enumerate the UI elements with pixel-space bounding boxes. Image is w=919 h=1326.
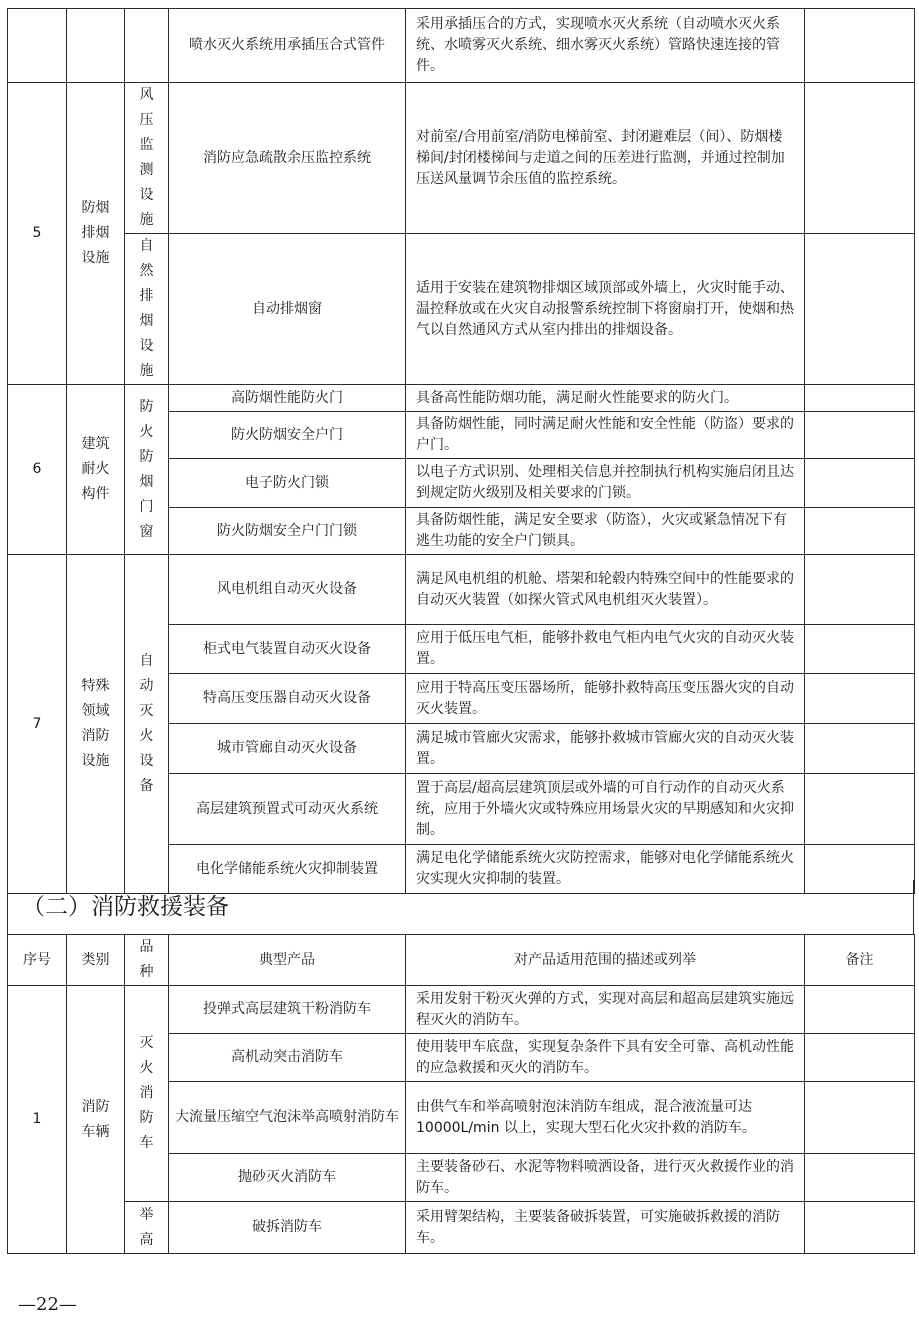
desc-cell: 由供气车和举高喷射泡沫消防车组成，混合液流量可达 10000L/min 以上，实现大型石化火灾扑救的消防车。 — [406, 1082, 805, 1154]
product-cell: 高机动突击消防车 — [169, 1034, 406, 1082]
category-cell: 消防车辆 — [67, 986, 125, 1254]
product-cell: 喷水灭火系统用承插压合式管件 — [169, 9, 406, 83]
header-variety: 品种 — [125, 935, 169, 986]
variety-cell: 举高 — [125, 1202, 169, 1254]
product-cell: 高防烟性能防火门 — [169, 385, 406, 412]
desc-cell: 使用装甲车底盘，实现复杂条件下具有安全可靠、高机动性能的应急救援和灭火的消防车。 — [406, 1034, 805, 1082]
remark-cell — [805, 234, 915, 385]
desc-cell: 具备防烟性能，同时满足耐火性能和安全性能（防盗）要求的户门。 — [406, 412, 805, 459]
desc-cell: 适用于安装在建筑物排烟区域顶部或外墙上，火灾时能手动、温控释放或在火灾自动报警系统控制下将窗扇打开，使烟和热气以自然通风方式从室内排出的排烟设备。 — [406, 234, 805, 385]
num-cell: 6 — [8, 385, 67, 555]
product-cell: 城市管廊自动灭火设备 — [169, 724, 406, 774]
product-cell: 消防应急疏散余压监控系统 — [169, 83, 406, 234]
table-row — [8, 385, 915, 412]
category-cell: 特殊领域消防设施 — [67, 555, 125, 894]
header-remark: 备注 — [805, 935, 915, 986]
table-header-row — [8, 935, 915, 986]
product-cell: 防火防烟安全户门门锁 — [169, 508, 406, 555]
variety-cell: 风压监测设施 — [125, 83, 169, 234]
equipment-table-top — [7, 8, 915, 894]
variety-cell — [125, 9, 169, 83]
remark-cell — [805, 1082, 915, 1154]
desc-cell: 满足电化学储能系统火灾防控需求，能够对电化学储能系统火灾实现火灾抑制的装置。 — [406, 845, 805, 894]
product-cell: 破拆消防车 — [169, 1202, 406, 1254]
remark-cell — [805, 508, 915, 555]
desc-cell: 具备防烟性能，满足安全要求（防盗），火灾或紧急情况下有逃生功能的安全户门锁具。 — [406, 508, 805, 555]
header-category: 类别 — [67, 935, 125, 986]
desc-cell: 采用发射干粉灭火弹的方式，实现对高层和超高层建筑实施远程灭火的消防车。 — [406, 986, 805, 1034]
header-desc: 对产品适用范围的描述或列举 — [406, 935, 805, 986]
remark-cell — [805, 412, 915, 459]
category-cell: 建筑耐火构件 — [67, 385, 125, 555]
category-cell: 防烟排烟设施 — [67, 83, 125, 385]
desc-cell: 置于高层/超高层建筑顶层或外墙的可自行动作的自动灭火系统，应用于外墙火灾或特殊应用场景火灾的早期感知和火灾抑制。 — [406, 774, 805, 845]
product-cell: 抛砂灭火消防车 — [169, 1154, 406, 1202]
table-row — [8, 83, 915, 234]
product-cell: 投弹式高层建筑干粉消防车 — [169, 986, 406, 1034]
table-row — [8, 9, 915, 83]
product-cell: 风电机组自动灭火设备 — [169, 555, 406, 625]
variety-cell: 自动灭火设备 — [125, 555, 169, 894]
product-cell: 高层建筑预置式可动灭火系统 — [169, 774, 406, 845]
remark-cell — [805, 385, 915, 412]
product-cell: 电化学储能系统火灾抑制装置 — [169, 845, 406, 894]
desc-cell: 主要装备砂石、水泥等物料喷洒设备，进行灭火救援作业的消防车。 — [406, 1154, 805, 1202]
desc-cell: 应用于低压电气柜，能够扑救电气柜内电气火灾的自动灭火装置。 — [406, 625, 805, 674]
remark-cell — [805, 625, 915, 674]
remark-cell — [805, 986, 915, 1034]
remark-cell — [805, 555, 915, 625]
product-cell: 大流量压缩空气泡沫举高喷射消防车 — [169, 1082, 406, 1154]
section-title: （二）消防救援装备 — [7, 880, 914, 934]
variety-cell: 防火防烟门窗 — [125, 385, 169, 555]
product-cell: 电子防火门锁 — [169, 459, 406, 508]
page-number: —22— — [18, 1294, 77, 1315]
remark-cell — [805, 674, 915, 724]
product-cell: 防火防烟安全户门 — [169, 412, 406, 459]
num-cell: 7 — [8, 555, 67, 894]
variety-cell: 灭火消防车 — [125, 986, 169, 1202]
category-cell — [67, 9, 125, 83]
variety-cell: 自然排烟设施 — [125, 234, 169, 385]
table-row — [8, 234, 915, 385]
table-row — [8, 1202, 915, 1254]
desc-cell: 对前室/合用前室/消防电梯前室、封闭避难层（间）、防烟楼梯间/封闭楼梯间与走道之间的压差进行监测，并通过控制加压送风量调节余压值的监控系统。 — [406, 83, 805, 234]
product-cell: 特高压变压器自动灭火设备 — [169, 674, 406, 724]
remark-cell — [805, 83, 915, 234]
equipment-table-bottom — [7, 934, 915, 1254]
remark-cell — [805, 1202, 915, 1254]
desc-cell: 满足城市管廊火灾需求，能够扑救城市管廊火灾的自动灭火装置。 — [406, 724, 805, 774]
desc-cell: 满足风电机组的机舱、塔架和轮毂内特殊空间中的性能要求的自动灭火装置（如探火管式风电机组灭火装置）。 — [406, 555, 805, 625]
remark-cell — [805, 724, 915, 774]
desc-cell: 采用承插压合的方式，实现喷水灭火系统（自动喷水灭火系统、水喷雾灭火系统、细水雾灭火系统）管路快速连接的管件。 — [406, 9, 805, 83]
remark-cell — [805, 1154, 915, 1202]
product-cell: 自动排烟窗 — [169, 234, 406, 385]
desc-cell: 采用臂架结构，主要装备破拆装置，可实施破拆救援的消防车。 — [406, 1202, 805, 1254]
product-cell: 柜式电气装置自动灭火设备 — [169, 625, 406, 674]
header-product: 典型产品 — [169, 935, 406, 986]
remark-cell — [805, 1034, 915, 1082]
num-cell: 5 — [8, 83, 67, 385]
num-cell: 1 — [8, 986, 67, 1254]
table-row — [8, 555, 915, 625]
remark-cell — [805, 9, 915, 83]
table-row — [8, 986, 915, 1034]
num-cell — [8, 9, 67, 83]
desc-cell: 具备高性能防烟功能，满足耐火性能要求的防火门。 — [406, 385, 805, 412]
desc-cell: 应用于特高压变压器场所，能够扑救特高压变压器火灾的自动灭火装置。 — [406, 674, 805, 724]
desc-cell: 以电子方式识别、处理相关信息并控制执行机构实施启闭且达到规定防火级别及相关要求的门锁。 — [406, 459, 805, 508]
remark-cell — [805, 459, 915, 508]
remark-cell — [805, 774, 915, 845]
header-num: 序号 — [8, 935, 67, 986]
